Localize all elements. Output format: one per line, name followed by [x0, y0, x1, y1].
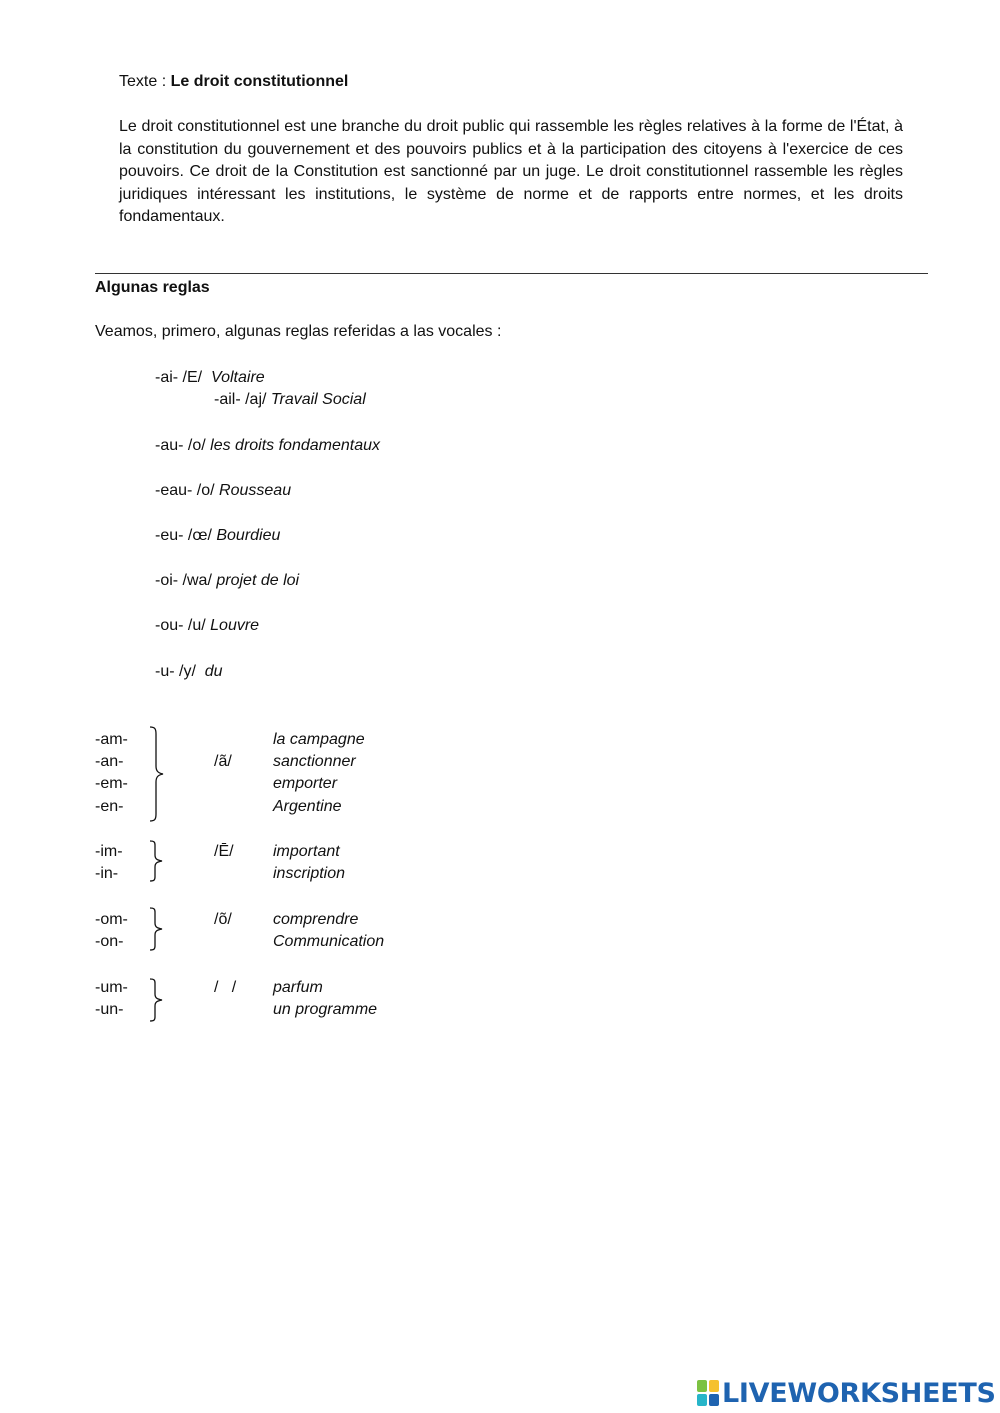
- nasal-sound: /Ē/: [214, 843, 234, 860]
- nasal-example: Argentine: [273, 798, 342, 815]
- rule-pattern: -ou- /u/: [155, 617, 206, 634]
- nasal-sound: /õ/: [214, 911, 232, 928]
- nasal-example: sanctionner: [273, 753, 356, 770]
- nasal-sound-blank: / /: [214, 979, 237, 996]
- rule-pattern: -u- /y/: [155, 663, 196, 680]
- rule-pattern: -eau- /o/: [155, 482, 215, 499]
- text-header: [119, 73, 348, 91]
- nasal-example: parfum: [273, 979, 323, 996]
- rule-example: les droits fondamentaux: [210, 437, 381, 454]
- rule-example: Louvre: [210, 617, 260, 634]
- list-item: [155, 617, 259, 635]
- logo-mark-icon: [697, 1380, 719, 1406]
- list-item: [214, 391, 366, 409]
- rule-pattern: -ai- /E/: [155, 369, 203, 386]
- nasal-example: Communication: [273, 933, 385, 950]
- rule-pattern: -oi- /wa/: [155, 572, 212, 589]
- divider: [95, 273, 928, 274]
- rule-example: Voltaire: [211, 369, 265, 386]
- text-title: Le droit constitutionnel: [170, 73, 349, 90]
- text-header-prefix: Texte :: [119, 73, 171, 90]
- nasal-letters: -am-: [95, 731, 128, 748]
- nasal-letters: -um-: [95, 979, 128, 996]
- list-item: [155, 527, 280, 545]
- nasal-example: la campagne: [273, 731, 365, 748]
- nasal-example: inscription: [273, 865, 346, 882]
- nasal-letters: -om-: [95, 911, 128, 928]
- logo-text: LIVEWORKSHEETS: [722, 1377, 996, 1409]
- list-item: [155, 663, 223, 681]
- nasal-example: comprendre: [273, 911, 359, 928]
- nasal-letters: -en-: [95, 798, 124, 815]
- nasal-letters: -in-: [95, 865, 119, 882]
- curly-brace-icon: [146, 840, 168, 882]
- list-item: [155, 437, 380, 455]
- nasal-example: important: [273, 843, 340, 860]
- rule-example: du: [204, 663, 223, 680]
- curly-brace-icon: [146, 726, 168, 822]
- curly-brace-icon: [146, 907, 168, 951]
- nasal-letters: -im-: [95, 843, 123, 860]
- nasal-letters: -an-: [95, 753, 124, 770]
- liveworksheets-logo: [697, 1376, 996, 1410]
- nasal-example: un programme: [273, 1001, 378, 1018]
- body-paragraph: Le droit constitutionnel est une branche du droit public qui rassemble les règles relatives à la forme de l'État, à la constitution du gouvernement et des pouvoirs publics et à la participation des citoyens à l'exercice de ces pouvoirs. Ce droit de la Constitution est sanctionné par un juge. Le droit constitutionnel rassemble les règles juridiques intéressant les institutions, le système de norme et de rapports entre normes, et les droits fondamentaux.: [119, 118, 903, 226]
- rule-pattern: -eu- /œ/: [155, 527, 212, 544]
- list-item: [155, 482, 291, 500]
- rule-example: projet de loi: [216, 572, 300, 589]
- nasal-example: emporter: [273, 775, 338, 792]
- nasal-letters: -un-: [95, 1001, 124, 1018]
- nasal-letters: -em-: [95, 775, 128, 792]
- curly-brace-icon: [146, 978, 168, 1022]
- list-item: [155, 572, 299, 590]
- list-item: [155, 369, 265, 387]
- rule-example: Rousseau: [219, 482, 292, 499]
- nasal-sound: /ã/: [214, 753, 232, 770]
- rule-example: Bourdieu: [216, 527, 281, 544]
- rule-pattern: -au- /o/: [155, 437, 206, 454]
- rule-pattern: -ail- /aj/: [214, 391, 267, 408]
- nasal-letters: -on-: [95, 933, 124, 950]
- section-heading: Algunas reglas: [95, 279, 210, 296]
- section-intro: Veamos, primero, algunas reglas referidas a las vocales :: [95, 323, 502, 340]
- rule-example: Travail Social: [270, 391, 366, 408]
